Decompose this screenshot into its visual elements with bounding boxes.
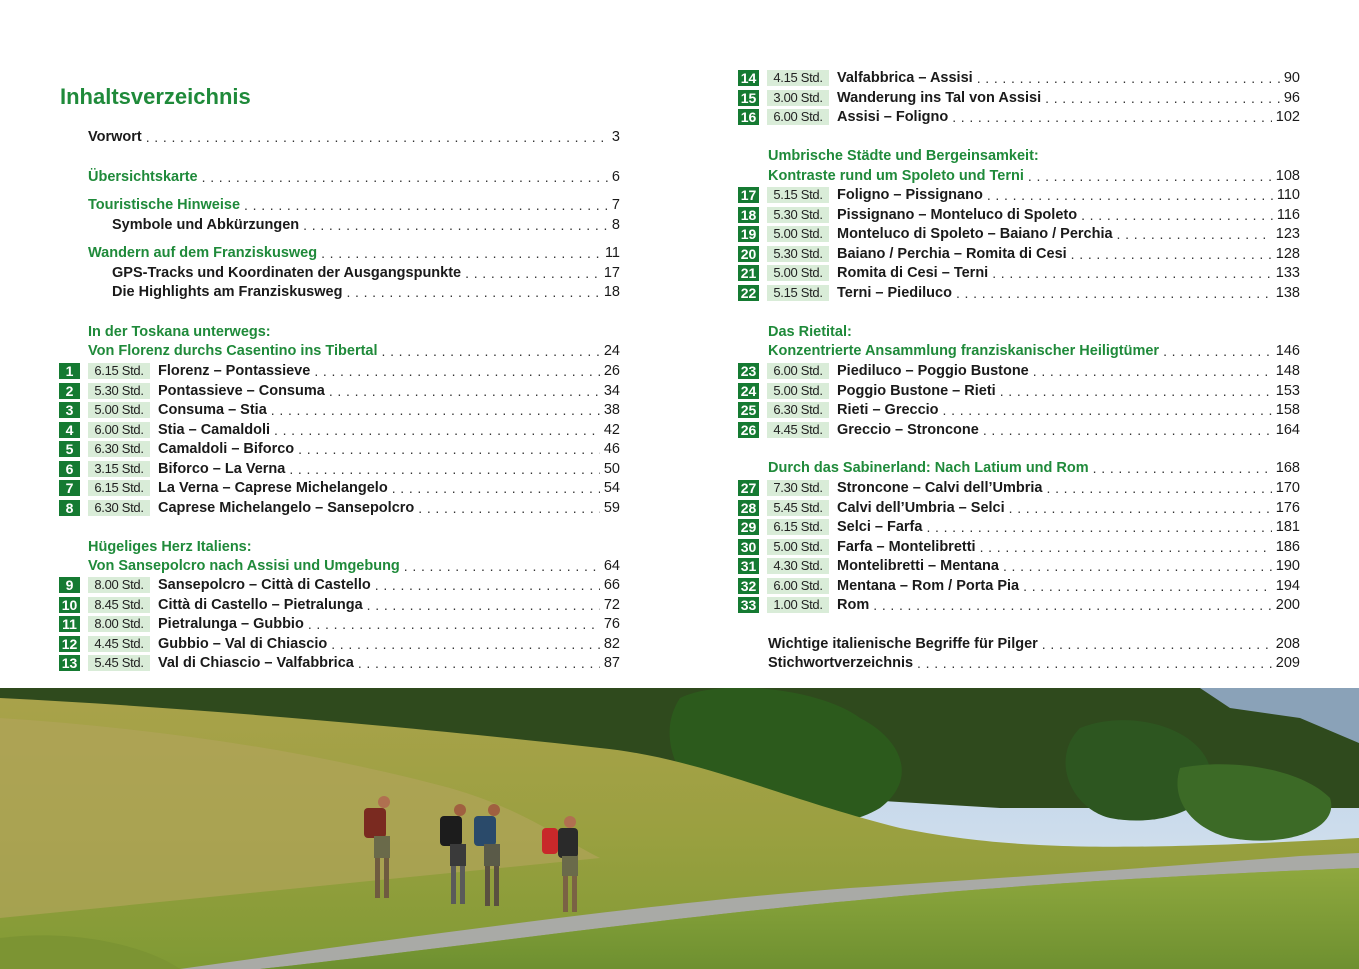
entry-page: 3 — [611, 129, 620, 145]
stage-route-label: Assisi – Foligno — [837, 109, 949, 125]
dot-leader — [913, 654, 1272, 672]
dot-leader — [1067, 245, 1272, 263]
entry-page: 11 — [604, 245, 620, 261]
stage-duration: 5.45 Std. — [88, 655, 150, 671]
stage-page: 176 — [1275, 499, 1300, 516]
stage-duration: 6.30 Std. — [88, 500, 150, 516]
entry-label: Symbole und Abkürzungen — [112, 217, 300, 233]
entry-label: Kontraste rund um Spoleto und Terni — [768, 168, 1024, 184]
toc-entry[interactable] — [112, 216, 620, 234]
stage-duration: 6.30 Std. — [88, 441, 150, 457]
entry-label: Konzentrierte Ansammlung franziskanischer Heiligtümer — [768, 343, 1160, 359]
dot-leader — [996, 382, 1272, 400]
dot-leader — [388, 479, 600, 497]
stage-duration: 6.00 Std. — [88, 422, 150, 438]
stage-number-badge: 31 — [738, 558, 759, 574]
stage-row[interactable] — [738, 499, 1300, 517]
stage-row[interactable] — [738, 518, 1300, 536]
entry-label: GPS-Tracks und Koordinaten der Ausgangspunkte — [112, 265, 462, 281]
stage-page: 138 — [1275, 284, 1300, 301]
stage-number-badge: 22 — [738, 285, 759, 301]
stage-number-badge: 1 — [59, 363, 80, 379]
stage-duration: 8.00 Std. — [88, 616, 150, 632]
entry-page: 18 — [603, 284, 620, 300]
stage-number-badge: 8 — [59, 500, 80, 516]
dot-leader — [948, 108, 1272, 126]
dot-leader — [354, 654, 600, 672]
entry-page: 208 — [1275, 636, 1300, 652]
dot-leader — [267, 401, 600, 419]
stage-route-label: Stroncone – Calvi dell’Umbria — [837, 480, 1043, 496]
stage-row[interactable] — [59, 499, 620, 517]
stage-row[interactable] — [59, 654, 620, 672]
stage-route-label: Greccio – Stroncone — [837, 421, 979, 438]
section-entry[interactable] — [88, 557, 620, 575]
stage-number-badge: 20 — [738, 246, 759, 262]
entry-page: 108 — [1275, 168, 1300, 184]
entry-label: Wichtige italienische Begriffe für Pilger — [768, 636, 1038, 652]
toc-entry[interactable] — [112, 283, 620, 301]
stage-page: 164 — [1275, 421, 1300, 438]
stage-duration: 3.00 Std. — [767, 90, 829, 106]
stage-route-label: Valfabbrica – Assisi — [837, 70, 973, 86]
dot-leader — [240, 196, 608, 214]
stage-row[interactable] — [738, 362, 1300, 380]
stage-page: 181 — [1275, 519, 1300, 535]
entry-page: 64 — [603, 558, 620, 574]
stage-duration: 6.00 Std. — [767, 109, 829, 125]
dot-leader — [939, 401, 1272, 419]
stage-duration: 5.00 Std. — [767, 539, 829, 555]
stage-duration: 7.30 Std. — [767, 480, 829, 496]
stage-route-label: Pissignano – Monteluco di Spoleto — [837, 206, 1078, 223]
entry-label: Die Highlights am Franziskusweg — [112, 284, 343, 300]
stage-page: 34 — [603, 382, 620, 399]
toc-entry[interactable] — [768, 635, 1300, 653]
stage-page: 50 — [603, 460, 620, 477]
stage-route-label: Piediluco – Poggio Bustone — [837, 363, 1029, 379]
stage-duration: 6.30 Std. — [767, 402, 829, 418]
stage-number-badge: 6 — [59, 461, 80, 477]
stage-row[interactable] — [738, 225, 1300, 243]
stage-route-label: Baiano / Perchia – Romita di Cesi — [837, 245, 1067, 262]
stage-page: 194 — [1275, 577, 1300, 594]
section-heading: Hügeliges Herz Italiens: — [88, 539, 252, 555]
entry-label: Übersichtskarte — [88, 169, 198, 185]
dot-leader — [294, 440, 600, 458]
stage-number-badge: 26 — [738, 422, 759, 438]
dot-leader — [983, 186, 1273, 204]
dot-leader — [299, 216, 608, 234]
stage-duration: 5.00 Std. — [767, 383, 829, 399]
stage-route-label: Rieti – Greccio — [837, 402, 939, 418]
stage-row[interactable] — [738, 401, 1300, 419]
stage-duration: 6.00 Std. — [767, 363, 829, 379]
stage-route-label: Caprese Michelangelo – Sansepolcro — [158, 499, 415, 516]
stage-duration: 5.00 Std. — [767, 226, 829, 242]
entry-label: Durch das Sabinerland: Nach Latium und Rom — [768, 460, 1089, 476]
stage-route-label: Calvi dell’Umbria – Selci — [837, 499, 1005, 516]
entry-page: 17 — [603, 265, 620, 281]
stage-number-badge: 30 — [738, 539, 759, 555]
stage-page: 26 — [603, 363, 620, 379]
stage-duration: 4.45 Std. — [88, 636, 150, 652]
dot-leader — [1113, 225, 1272, 243]
stage-row[interactable] — [738, 186, 1300, 204]
stage-number-badge: 7 — [59, 480, 80, 496]
dot-leader — [952, 284, 1272, 302]
dot-leader — [922, 518, 1271, 536]
stage-route-label: Stia – Camaldoli — [158, 421, 271, 438]
dot-leader — [1042, 479, 1271, 497]
stage-duration: 4.15 Std. — [767, 70, 829, 86]
dot-leader — [285, 460, 600, 478]
stage-duration: 5.30 Std. — [767, 207, 829, 223]
stage-number-badge: 2 — [59, 383, 80, 399]
dot-leader — [378, 342, 600, 360]
stage-row[interactable] — [738, 264, 1300, 282]
entry-label: Wandern auf dem Franziskusweg — [88, 245, 318, 261]
stage-route-label: La Verna – Caprese Michelangelo — [158, 480, 388, 496]
entry-page: 209 — [1275, 655, 1300, 671]
stage-page: 72 — [603, 596, 620, 613]
stage-page: 200 — [1275, 597, 1300, 613]
stage-number-badge: 3 — [59, 402, 80, 418]
stage-page: 42 — [603, 421, 620, 438]
stage-duration: 5.00 Std. — [88, 402, 150, 418]
dot-leader — [869, 596, 1272, 614]
stage-row[interactable] — [59, 596, 620, 614]
page-title: Inhaltsverzeichnis — [60, 84, 251, 109]
entry-page: 7 — [611, 197, 620, 213]
stage-page: 90 — [1283, 70, 1300, 86]
dot-leader — [270, 421, 600, 439]
stage-duration: 5.15 Std. — [767, 187, 829, 203]
stage-row[interactable] — [738, 108, 1300, 126]
stage-route-label: Romita di Cesi – Terni — [837, 265, 989, 281]
stage-row[interactable] — [738, 557, 1300, 575]
entry-label: Vorwort — [88, 129, 142, 145]
stage-number-badge: 28 — [738, 500, 759, 516]
stage-row[interactable] — [59, 576, 620, 594]
stage-number-badge: 23 — [738, 363, 759, 379]
toc-entry[interactable] — [88, 168, 620, 186]
stage-route-label: Terni – Piediluco — [837, 284, 952, 301]
dot-leader — [327, 635, 600, 653]
stage-page: 110 — [1276, 187, 1300, 203]
stage-page: 38 — [603, 402, 620, 418]
stage-row[interactable] — [59, 635, 620, 653]
stage-number-badge: 32 — [738, 578, 759, 594]
pilgrims-hiking-photo — [0, 688, 1359, 969]
stage-page: 170 — [1275, 480, 1300, 496]
stage-route-label: Poggio Bustone – Rieti — [837, 382, 996, 399]
section-entry[interactable] — [768, 167, 1300, 185]
stage-number-badge: 5 — [59, 441, 80, 457]
stage-page: 54 — [603, 480, 620, 496]
entry-label: Von Sansepolcro nach Assisi und Umgebung — [88, 558, 400, 574]
stage-number-badge: 18 — [738, 207, 759, 223]
stage-route-label: Camaldoli – Biforco — [158, 441, 295, 457]
stage-route-label: Farfa – Montelibretti — [837, 538, 976, 555]
dot-leader — [999, 557, 1272, 575]
stage-duration: 8.00 Std. — [88, 577, 150, 593]
dot-leader — [1041, 89, 1280, 107]
stage-number-badge: 33 — [738, 597, 759, 613]
dot-leader — [304, 615, 600, 633]
stage-row[interactable] — [738, 69, 1300, 87]
stage-duration: 5.30 Std. — [88, 383, 150, 399]
stage-duration: 1.00 Std. — [767, 597, 829, 613]
landscape-photo — [0, 688, 1359, 969]
stage-row[interactable] — [59, 460, 620, 478]
stage-duration: 6.15 Std. — [767, 519, 829, 535]
stage-duration: 8.45 Std. — [88, 597, 150, 613]
dot-leader — [317, 244, 601, 262]
stage-row[interactable] — [738, 89, 1300, 107]
stage-number-badge: 9 — [59, 577, 80, 593]
section-heading: In der Toskana unterwegs: — [88, 324, 271, 340]
dot-leader — [976, 538, 1272, 556]
entry-page: 146 — [1275, 343, 1300, 359]
stage-duration: 6.00 Std. — [767, 578, 829, 594]
stage-number-badge: 15 — [738, 90, 759, 106]
dot-leader — [973, 69, 1280, 87]
stage-route-label: Selci – Farfa — [837, 519, 923, 535]
stage-duration: 5.00 Std. — [767, 265, 829, 281]
stage-page: 190 — [1275, 558, 1300, 574]
stage-row[interactable] — [59, 615, 620, 633]
stage-duration: 3.15 Std. — [88, 461, 150, 477]
dot-leader — [198, 168, 608, 186]
stage-number-badge: 21 — [738, 265, 759, 281]
dot-leader — [1077, 206, 1273, 224]
entry-page: 6 — [611, 169, 620, 185]
stage-row[interactable] — [738, 538, 1300, 556]
stage-number-badge: 25 — [738, 402, 759, 418]
dot-leader — [310, 362, 600, 380]
stage-number-badge: 17 — [738, 187, 759, 203]
stage-route-label: Città di Castello – Pietralunga — [158, 596, 363, 613]
stage-number-badge: 27 — [738, 480, 759, 496]
dot-leader — [1005, 499, 1272, 517]
section-entry[interactable] — [88, 342, 620, 360]
stage-row[interactable] — [59, 421, 620, 439]
stage-route-label: Pontassieve – Consuma — [158, 382, 325, 399]
stage-row[interactable] — [59, 440, 620, 458]
dot-leader — [371, 576, 600, 594]
entry-page: 168 — [1275, 460, 1300, 476]
stage-page: 59 — [603, 499, 620, 516]
stage-number-badge: 24 — [738, 383, 759, 399]
entry-label: Von Florenz durchs Casentino ins Tibertal — [88, 343, 378, 359]
dot-leader — [1024, 167, 1272, 185]
stage-duration: 6.15 Std. — [88, 363, 150, 379]
stage-page: 87 — [603, 655, 620, 671]
stage-number-badge: 14 — [738, 70, 759, 86]
stage-page: 128 — [1275, 245, 1300, 262]
stage-row[interactable] — [738, 596, 1300, 614]
stage-number-badge: 4 — [59, 422, 80, 438]
dot-leader — [1089, 459, 1272, 477]
stage-page: 96 — [1283, 89, 1300, 106]
stage-row[interactable] — [738, 206, 1300, 224]
entry-page: 8 — [611, 217, 620, 233]
stage-duration: 4.30 Std. — [767, 558, 829, 574]
dot-leader — [142, 128, 608, 146]
stage-row[interactable] — [738, 479, 1300, 497]
entry-label: Stichwortverzeichnis — [768, 655, 914, 671]
section-entry[interactable] — [768, 459, 1300, 477]
stage-route-label: Sansepolcro – Città di Castello — [158, 577, 371, 593]
stage-number-badge: 13 — [59, 655, 80, 671]
stage-page: 186 — [1275, 538, 1300, 555]
stage-page: 76 — [603, 616, 620, 632]
stage-page: 66 — [603, 577, 620, 593]
stage-number-badge: 16 — [738, 109, 759, 125]
stage-route-label: Mentana – Rom / Porta Pia — [837, 577, 1020, 594]
toc-entry[interactable] — [88, 128, 620, 146]
dot-leader — [1159, 342, 1272, 360]
dot-leader — [325, 382, 600, 400]
toc-entry[interactable] — [112, 264, 620, 282]
stage-page: 46 — [603, 441, 620, 457]
stage-page: 116 — [1276, 206, 1300, 223]
stage-route-label: Foligno – Pissignano — [837, 187, 983, 203]
toc-entry[interactable] — [768, 654, 1300, 672]
stage-route-label: Consuma – Stia — [158, 402, 267, 418]
stage-number-badge: 11 — [59, 616, 80, 632]
stage-page: 82 — [603, 635, 620, 652]
dot-leader — [461, 264, 600, 282]
section-heading: Umbrische Städte und Bergeinsamkeit: — [768, 148, 1039, 164]
stage-duration: 4.45 Std. — [767, 422, 829, 438]
entry-label: Touristische Hinweise — [88, 197, 241, 213]
stage-route-label: Monteluco di Spoleto – Baiano / Perchia — [837, 226, 1113, 242]
stage-row[interactable] — [738, 421, 1300, 439]
section-heading: Das Rietital: — [768, 324, 852, 340]
dot-leader — [400, 557, 600, 575]
stage-page: 133 — [1275, 265, 1300, 281]
dot-leader — [1038, 635, 1272, 653]
dot-leader — [363, 596, 600, 614]
stage-row[interactable] — [59, 479, 620, 497]
stage-row[interactable] — [59, 401, 620, 419]
stage-row[interactable] — [59, 362, 620, 380]
stage-route-label: Montelibretti – Mentana — [837, 558, 999, 574]
stage-duration: 5.30 Std. — [767, 246, 829, 262]
stage-number-badge: 19 — [738, 226, 759, 242]
stage-route-label: Florenz – Pontassieve — [158, 363, 311, 379]
stage-row[interactable] — [738, 284, 1300, 302]
stage-duration: 5.15 Std. — [767, 285, 829, 301]
stage-page: 158 — [1275, 402, 1300, 418]
stage-duration: 5.45 Std. — [767, 500, 829, 516]
entry-page: 24 — [603, 343, 620, 359]
stage-route-label: Pietralunga – Gubbio — [158, 616, 304, 632]
dot-leader — [342, 283, 599, 301]
stage-page: 123 — [1275, 226, 1300, 242]
dot-leader — [988, 264, 1272, 282]
stage-row[interactable] — [59, 382, 620, 400]
stage-row[interactable] — [738, 382, 1300, 400]
stage-page: 102 — [1275, 109, 1300, 125]
dot-leader — [1029, 362, 1272, 380]
stage-row[interactable] — [738, 245, 1300, 263]
dot-leader — [1019, 577, 1272, 595]
stage-route-label: Biforco – La Verna — [158, 460, 286, 477]
toc-entry[interactable] — [88, 244, 620, 262]
stage-number-badge: 12 — [59, 636, 80, 652]
dot-leader — [979, 421, 1272, 439]
stage-page: 148 — [1275, 363, 1300, 379]
section-entry[interactable] — [768, 342, 1300, 360]
stage-page: 153 — [1275, 382, 1300, 399]
stage-number-badge: 10 — [59, 597, 80, 613]
stage-route-label: Gubbio – Val di Chiascio — [158, 635, 328, 652]
stage-route-label: Rom — [837, 597, 870, 613]
stage-row[interactable] — [738, 577, 1300, 595]
dot-leader — [414, 499, 600, 517]
toc-entry[interactable] — [88, 196, 620, 214]
stage-number-badge: 29 — [738, 519, 759, 535]
stage-route-label: Val di Chiascio – Valfabbrica — [158, 655, 354, 671]
stage-duration: 6.15 Std. — [88, 480, 150, 496]
stage-route-label: Wanderung ins Tal von Assisi — [837, 89, 1042, 106]
